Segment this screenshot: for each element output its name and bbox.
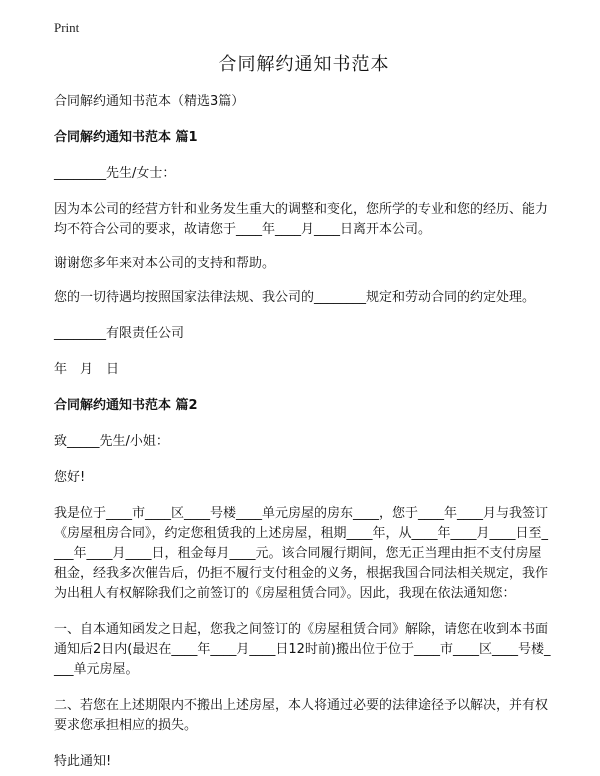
section1-paragraph: 您的一切待遇均按照国家法律法规、我公司的________规定和劳动合同的约定处理。 xyxy=(54,290,536,305)
section1-salutation: ________先生/女士： xyxy=(54,166,176,181)
section1-heading: 合同解约通知书范本 篇1 xyxy=(54,130,198,145)
section1-paragraph: 谢谢您多年来对本公司的支持和帮助。 xyxy=(54,256,276,271)
print-link[interactable]: Print xyxy=(54,20,80,35)
section1-signature: ________有限责任公司 xyxy=(54,326,185,341)
section2-salutation: 致_____先生/小姐： xyxy=(54,434,169,449)
section1-paragraph: 因为本公司的经营方针和业务发生重大的调整和变化，您所学的专业和您的经历、能力均不符合公司的要求，故请您于____年____月____日离开本公司。 xyxy=(54,202,549,237)
section2-paragraph: 二、若您在上述期限内不搬出上述房屋，本人将通过必要的法律途径予以解决，并有权要求您承担相应的损失。 xyxy=(54,698,549,733)
section2-paragraph: 一、自本通知函发之日起，您我之间签订的《房屋租赁合同》解除，请您在收到本书面通知后2日内(最迟在____年____月____日12时前)搬出位于位于____市____区____号楼____单元房屋。 xyxy=(54,622,551,677)
section2-heading: 合同解约通知书范本 篇2 xyxy=(54,398,198,413)
section2-greeting: 您好! xyxy=(54,470,86,485)
document-subtitle: 合同解约通知书范本（精选3篇） xyxy=(54,94,245,109)
document-title: 合同解约通知书范本 xyxy=(218,54,390,75)
section2-closing: 特此通知! xyxy=(54,754,112,769)
section1-date: 年 月 日 xyxy=(54,362,120,377)
section2-paragraph: 我是位于____市____区____号楼____单元房屋的房东____，您于____年____月与我签订《房屋租房合同》，约定您租赁我的上述房屋，租期____年，从____年____月____日至____年____月____日，租金每月____元。该合同履行期间，您无正当理由拒不支付房屋租金，经我多次催告后，仍拒不履行支付租金的义务，根据我国合同法相关规定，我作为出租人有权解除我们之前签订的《房屋租赁合同》。因此，我现在依法通知您： xyxy=(54,506,549,601)
document-body xyxy=(54,52,554,772)
